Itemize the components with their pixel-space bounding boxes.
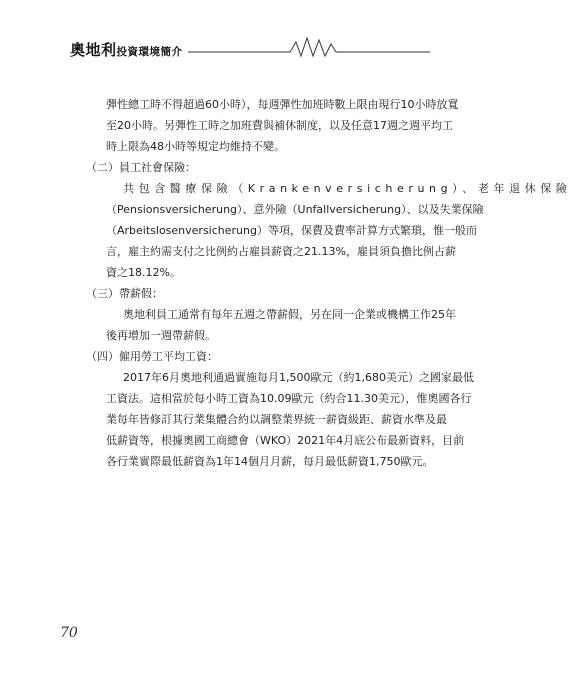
section-3-heading: （三）帶薪假： — [86, 287, 163, 300]
header-title-main: 奧地利 — [70, 41, 117, 59]
s4-line-1: 2017年6月奧地利通過實施每月1,500歐元（約1,680美元）之國家最低 — [123, 371, 474, 384]
s2-line-5: 資之18.12%。 — [106, 266, 181, 279]
s4-line-3: 業每年皆修訂其行業集體合約以調整業界統一薪資級距、薪資水準及最 — [106, 413, 447, 426]
section-4-heading: （四）僱用勞工平均工資： — [86, 350, 218, 363]
section-2-heading: （二）員工社會保險： — [86, 161, 196, 174]
page-number: 70 — [60, 625, 78, 641]
running-header — [70, 34, 430, 58]
s2-line-3: （Arbeitslosenversicherung）等項，保費及費率計算方式繁瑣，惟一般而 — [106, 224, 477, 237]
header-title-sub: 投資環境簡介 — [116, 46, 183, 58]
s2-line-4: 言，雇主約需支付之比例約占雇員薪資之21.13%，雇員須負擔比例占薪 — [106, 245, 456, 258]
s2-line-2: （Pensionsversicherung）、意外險（Unfallversicherung）、以及失業保險 — [106, 203, 484, 216]
s3-line-1: 奧地利員工通常有每年五週之帶薪假，另在同一企業或機構工作25年 — [123, 308, 456, 321]
heartbeat-line-decoration — [188, 34, 430, 58]
s4-line-4: 低薪資等，根據奧國工商總會（WKO）2021年4月底公布最新資料，目前 — [106, 434, 465, 447]
s4-line-2: 工資法。這相當於每小時工資為10.09歐元（約合11.30美元），惟奧國各行 — [106, 392, 472, 405]
p1-line-2: 至20小時。另彈性工時之加班費與補休制度，以及任意17週之週平均工 — [106, 119, 453, 132]
p1-line-1: 彈性總工時不得超過60小時），每週彈性加班時數上限由現行10小時放寬 — [106, 98, 459, 111]
header-title — [70, 39, 183, 60]
s2-line-1: 共包含醫療保險（Krankenversicherung）、老年退休保險 — [123, 182, 572, 195]
s3-line-2: 後再增加一週帶薪假。 — [106, 329, 216, 342]
p1-line-3: 時上限為48小時等規定均維持不變。 — [106, 140, 285, 153]
s4-line-5: 各行業實際最低薪資為1年14個月月薪，每月最低薪資1,750歐元。 — [106, 455, 434, 468]
